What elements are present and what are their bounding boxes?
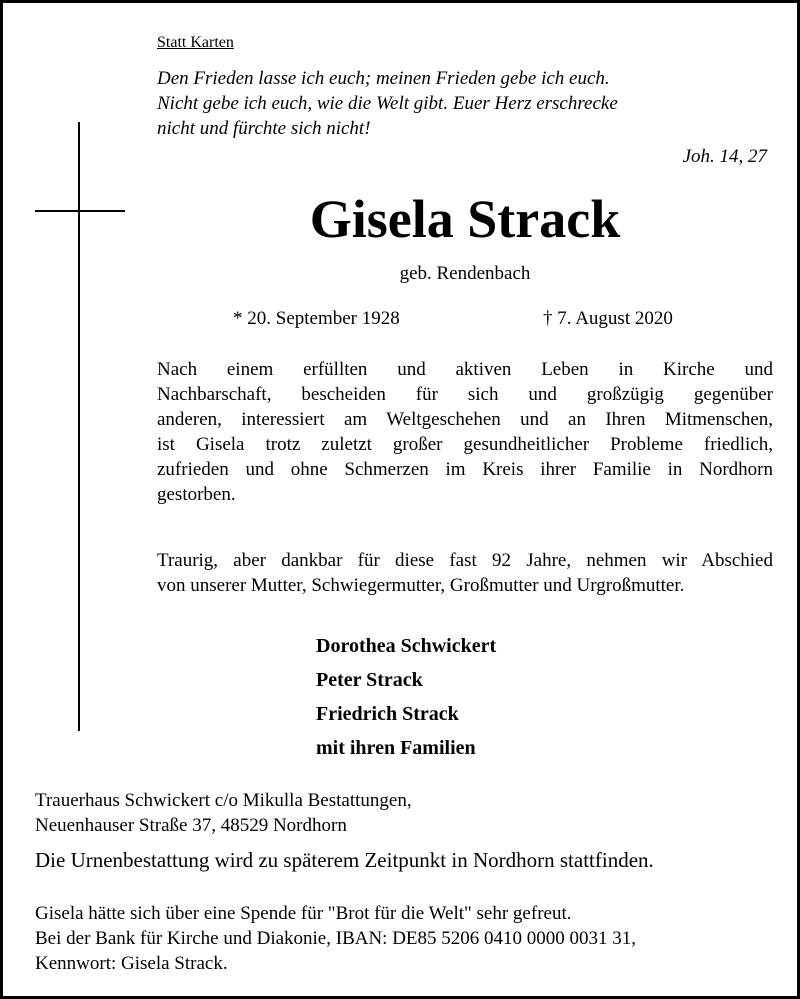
mourner-name: Peter Strack [316, 669, 423, 691]
death-date: † 7. August 2020 [543, 308, 673, 329]
verse-reference: Joh. 14, 27 [682, 146, 767, 167]
tribute-line: zufrieden und ohne Schmerzen im Kreis ihrer Familie in Nordhorn [157, 459, 773, 480]
donation-line: Gisela hätte sich über eine Spende für "Brot für die Welt" sehr gefreut. [35, 903, 572, 924]
mourner-name: Friedrich Strack [316, 703, 459, 725]
donation-info [35, 901, 636, 976]
tribute-line: gestorben. [157, 484, 236, 505]
donation-line: Bei der Bank für Kirche und Diakonie, IBAN: DE85 5206 0410 0000 0031 31, [35, 928, 637, 949]
address-line: Neuenhauser Straße 37, 48529 Nordhorn [35, 815, 347, 836]
tribute-line: Nach einem erfüllten und aktiven Leben in Kirche und [157, 359, 773, 380]
address-line: Trauerhaus Schwickert c/o Mikulla Bestattungen, [35, 790, 412, 811]
cross-icon [78, 122, 80, 731]
mourners-list [316, 629, 496, 765]
verse-line: Den Frieden lasse ich euch; meinen Frieden gebe ich euch. [157, 68, 610, 89]
mourner-name: mit ihren Familien [316, 737, 476, 759]
urn-burial-note: Die Urnenbestattung wird zu späterem Zeitpunkt in Nordhorn stattfinden. [35, 848, 654, 872]
tribute-line: ist Gisela trotz zuletzt großer gesundheitlicher Probleme friedlich, [157, 434, 773, 455]
bible-verse [157, 66, 618, 141]
deceased-name: Gisela Strack [309, 189, 621, 249]
header-statt-karten: Statt Karten [157, 34, 234, 51]
mourning-house-address [35, 788, 412, 838]
birth-date: * 20. September 1928 [233, 308, 400, 329]
tribute-line: Nachbarschaft, bescheiden für sich und großzügig gegenüber [157, 384, 773, 405]
farewell-line: Traurig, aber dankbar für diese fast 92 Jahre, nehmen wir Abschied [157, 550, 773, 571]
verse-line: nicht und fürchte sich nicht! [157, 118, 371, 139]
farewell-paragraph [157, 548, 773, 598]
maiden-name: geb. Rendenbach [399, 263, 531, 284]
donation-line: Kennwort: Gisela Strack. [35, 953, 228, 974]
farewell-line: von unserer Mutter, Schwiegermutter, Großmutter und Urgroßmutter. [157, 575, 685, 596]
verse-line: Nicht gebe ich euch, wie die Welt gibt. Euer Herz erschrecke [157, 93, 618, 114]
tribute-paragraph [157, 357, 773, 507]
cross-icon-bar [35, 210, 125, 212]
mourner-name: Dorothea Schwickert [316, 635, 497, 657]
tribute-line: anderen, interessiert am Weltgeschehen und an Ihren Mitmenschen, [157, 409, 773, 430]
